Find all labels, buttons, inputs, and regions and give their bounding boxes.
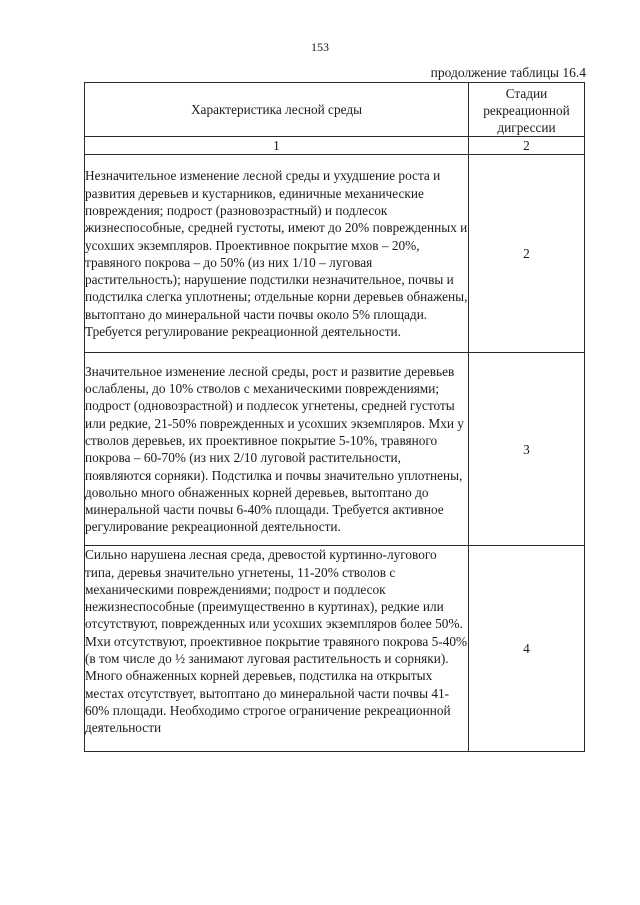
header-characteristic: Характеристика лесной среды (85, 83, 469, 137)
table-continuation-label: продолжение таблицы 16.4 (430, 65, 586, 80)
row-description: Значительное изменение лесной среды, рост и развитие деревьев ослаблены, до 10% стволов с механическими повреждениями; подрост (одновозрастной) и подлесок угнетены, средней густоты или редкие, 21-50% поврежденных и усохших экземпляров. Мхи у стволов деревьев, их проективное покрытие 5-10%, травяного покрова – 60-70% (из них 2/10 луговой растительности, появляются сорняки). Подстилка и почвы значительно уплотнены, довольно много обнаженных корней деревьев, вытоптано до минеральной части почвы 6-40% площади. Требуется активное регулирование рекреационной деятельности. (85, 353, 469, 546)
row-description: Сильно нарушена лесная среда, древостой куртинно-лугового типа, деревья значительно угнетены, 11-20% стволов с механическими повреждениями; подрост и подлесок нежизнеспособные (преимущественно в куртинах), редкие или отсутствуют, поврежденных или усохших экземпляров более 50%. Мхи отсутствуют, проективное покрытие травяного покрова 5-40% (в том числе до ½ занимают луговая растительность и сорняки). Много обнаженных корней деревьев, подстилка на открытых местах отсутствует, вытоптано до минеральной части почвы 41-60% площади. Необходимо строгое ограничение рекреационной деятельности (85, 546, 469, 752)
row-stage: 4 (469, 546, 585, 752)
recreational-digression-table (84, 82, 585, 752)
row-description: Незначительное изменение лесной среды и ухудшение роста и развития деревьев и кустарников, единичные механические повреждения; подрост (разновозрастный) и подлесок жизнеспособные, средней густоты, имеют до 20% поврежденных и усохших экземпляров. Проективное покрытие мхов – 20%, травяного покрова – до 50% (из них 1/10 – луговая растительность); нарушение подстилки незначительное, почвы и подстилка слегка уплотнены; отдельные корни деревьев обнажены, вытоптано до минеральной части почвы около 5% площади. Требуется регулирование рекреационной деятельности. (85, 155, 469, 353)
header-stage: Стадии рекреационной дигрессии (469, 83, 585, 137)
table-header-row (85, 83, 585, 137)
row-stage: 3 (469, 353, 585, 546)
column-number-1: 1 (85, 137, 469, 155)
page-number: 153 (311, 40, 329, 54)
table-row (85, 155, 585, 353)
column-number-2: 2 (469, 137, 585, 155)
table-row (85, 353, 585, 546)
row-stage: 2 (469, 155, 585, 353)
table-row (85, 546, 585, 752)
column-number-row (85, 137, 585, 155)
